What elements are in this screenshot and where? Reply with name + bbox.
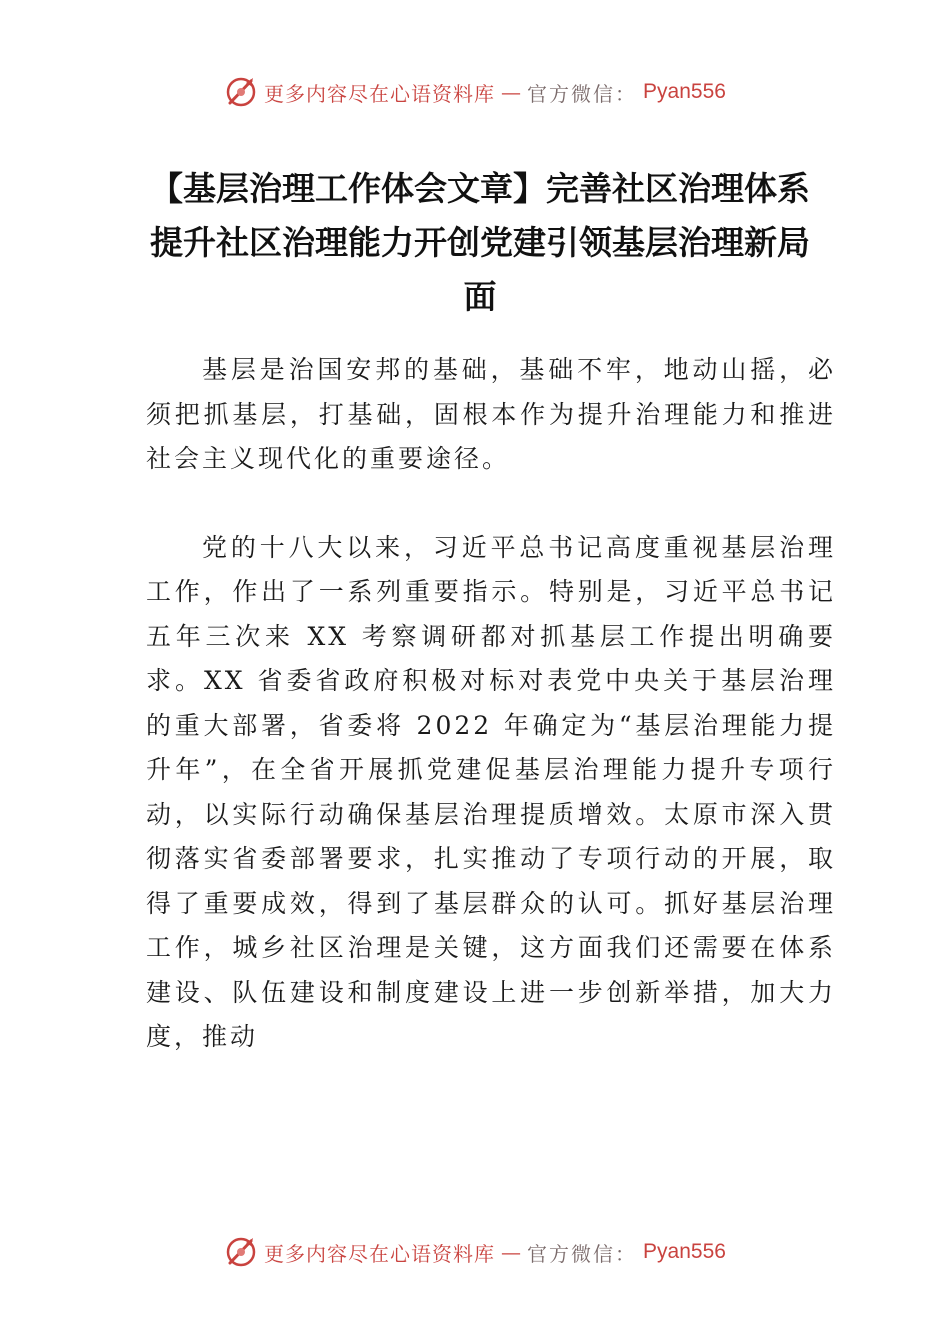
header-banner	[0, 70, 950, 114]
wechat-id: Pyan556	[643, 80, 726, 103]
brush-logo-icon	[224, 75, 258, 109]
brush-logo-icon	[224, 1235, 258, 1269]
document-body	[146, 348, 836, 1060]
paragraph: 基层是治国安邦的基础，基础不牢，地动山摇，必须把抓基层，打基础，固根本作为提升治理能力和推进社会主义现代化的重要途径。	[146, 355, 836, 473]
wechat-id: Pyan556	[643, 1240, 726, 1263]
wechat-label: 官方微信：	[527, 81, 638, 106]
paragraph: 党的十八大以来，习近平总书记高度重视基层治理工作，作出了一系列重要指示。特别是，习近平总书记五年三次来 XX 考察调研都对抓基层工作提出明确要求。XX 省委省政府积极对标对表党中央关于基层治理的重大部署，省委将 2022 年确定为“基层治理能力提升年”，在全省开展抓党建促基层治理能力提升专项行动，以实际行动确保基层治理提质增效。太原市深入贯彻落实省委部署要求，扎实推动了专项行动的开展，取得了重要成效，得到了基层群众的认可。抓好基层治理工作，城乡社区治理是关键，这方面我们还需要在体系建设、队伍建设和制度建设上进一步创新举措，加大力度，推动	[146, 532, 836, 1051]
banner-text: 更多内容尽在心语资料库	[264, 1241, 496, 1266]
footer-banner	[0, 1230, 950, 1274]
banner-text: 更多内容尽在心语资料库	[264, 81, 496, 106]
banner-separator: —	[501, 80, 522, 104]
wechat-label: 官方微信：	[527, 1241, 638, 1266]
document-title: 【基层治理工作体会文章】完善社区治理体系 提升社区治理能力开创党建引领基层治理新局面	[150, 169, 810, 316]
banner-separator: —	[501, 1240, 522, 1264]
